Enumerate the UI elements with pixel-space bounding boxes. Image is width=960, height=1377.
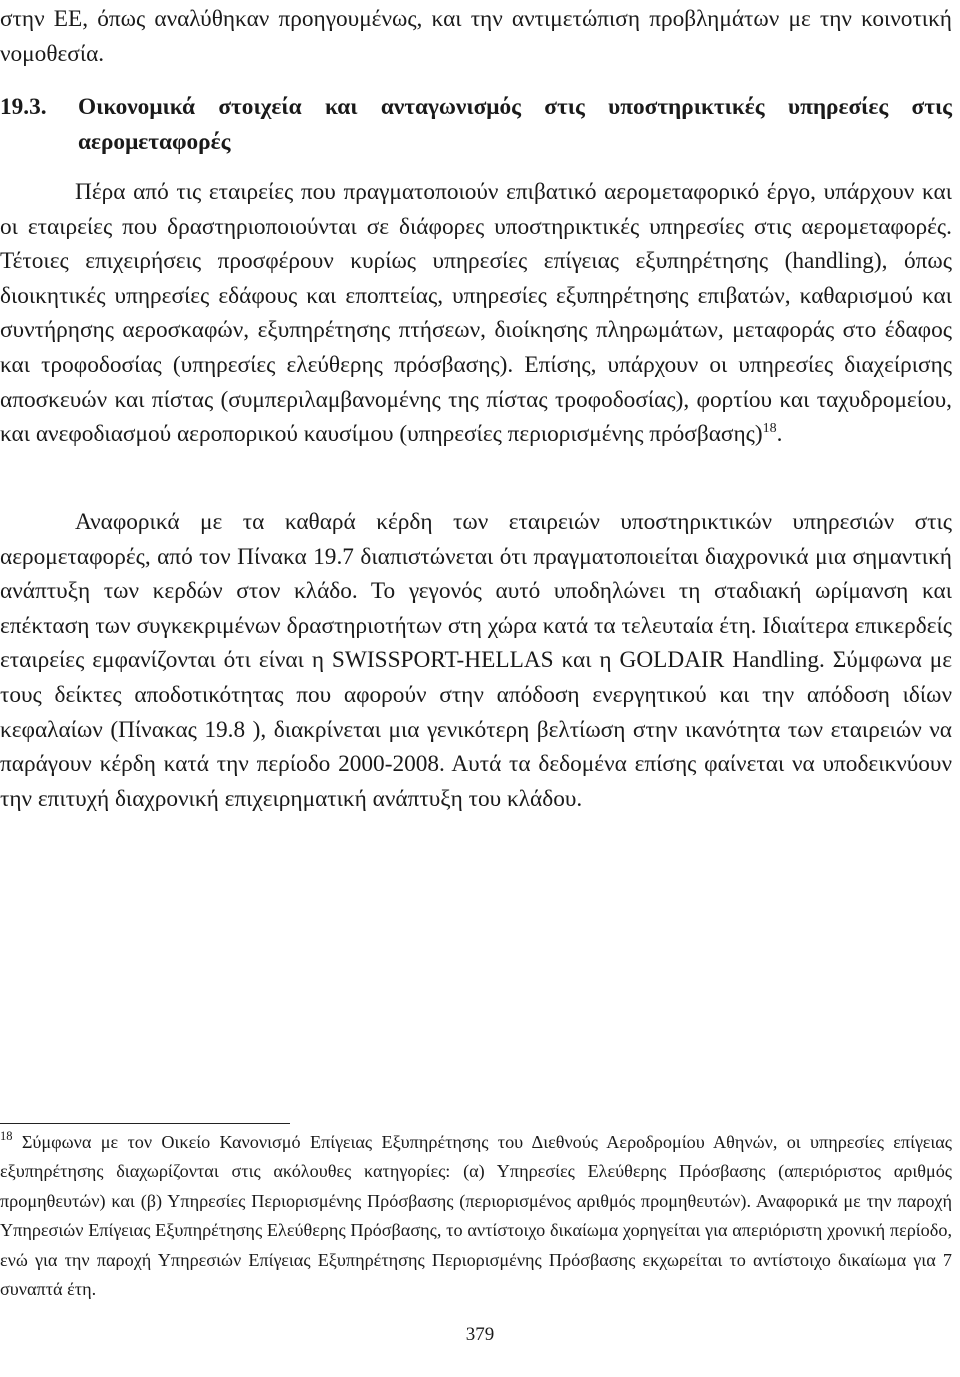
paragraph-1-text: Πέρα από τις εταιρείες που πραγματοποιούν επιβατικό αερομεταφορικό έργο, υπάρχουν και οι εταιρείες που δραστηριοποιούνται σε διάφορες υποστηρικτικές υπηρεσίες στις αερομεταφορές. Τέτοιες επιχειρήσεις προσφέρουν κυρίως υπηρεσίες επίγειας εξυπηρέτησης (handling), όπως διοικητικές υπηρεσίες εδάφους και εποπτείας, υπηρεσίες εξυπηρέτησης επιβατών, καθαρισμού και συντήρησης αεροσκαφών, εξυπηρέτησης πτήσεων, διοίκησης πληρωμάτων, μεταφοράς στο έδαφος και τροφοδοσίας (υπηρεσίες ελεύθερης πρόσβασης). Επίσης, υπάρχουν οι υπηρεσίες διαχείρισης αποσκευών και πίστας (συμπεριλαμβανομένης της πίστας τροφοδοσίας), φορτίου και ταχυδρομείου, και ανεφοδιασμού αεροπορικού καυσίμου (υπηρεσίες περιορισμένης πρόσβασης) bbox=[0, 179, 952, 448]
paragraph-support-services bbox=[0, 175, 952, 452]
paragraph-1-end: . bbox=[776, 421, 783, 448]
section-title: Οικονομικά στοιχεία και ανταγωνισμός στις υποστηρικτικές υπηρεσίες στις αερομεταφορές bbox=[78, 94, 952, 155]
footnote-marker: 18 bbox=[0, 1129, 13, 1143]
footnote-separator bbox=[0, 1123, 290, 1124]
page-number: 379 bbox=[465, 1324, 495, 1345]
section-heading bbox=[0, 90, 952, 159]
footnote bbox=[0, 1128, 952, 1304]
intro-paragraph: στην ΕΕ, όπως αναλύθηκαν προηγουμένως, και την αντιμετώπιση προβλημάτων με την κοινοτική νομοθεσία. bbox=[0, 6, 952, 67]
footnote-text: Σύμφωνα με τον Οικείο Κανονισμό Επίγειας Εξυπηρέτησης του Διεθνούς Αεροδρομίου Αθηνών, οι υπηρεσίες επίγειας εξυπηρέτησης διαχωρίζονται στις ακόλουθες κατηγορίες: (α) Υπηρεσίες Ελεύθερης Πρόσβασης (απεριόριστος αριθμός προμηθευτών) και (β) Υπηρεσίες Περιορισμένης Πρόσβασης (περιορισμένος αριθμός προμηθευτών). Αναφορικά με την παροχή Υπηρεσιών Επίγειας Εξυπηρέτησης Ελεύθερης Πρόσβασης, το αντίστοιχο δικαίωμα χορηγείται για απεριόριστη χρονική περίοδο, ενώ για την παροχή Υπηρεσιών Επίγειας Εξυπηρέτησης Περιορισμένης Πρόσβασης εκχωρείται το αντίστοιχο δικαίωμα για 7 συναπτά έτη. bbox=[0, 1132, 952, 1300]
paragraph-profits: Αναφορικά με τα καθαρά κέρδη των εταιρειών υποστηρικτικών υπηρεσιών στις αερομεταφορές, από τον Πίνακα 19.7 διαπιστώνεται ότι πραγματοποιείται διαχρονικά μια σημαντική ανάπτυξη των κερδών στον κλάδο. Το γεγονός αυτό υποδηλώνει τη σταδιακή ωρίμανση και επέκταση των συγκεκριμένων δραστηριοτήτων στη χώρα κατά τα τελευταία έτη. Ιδιαίτερα επικερδείς εταιρείες εμφανίζονται ότι είναι η SWISSPORT-HELLAS και η GOLDAIR Handling. Σύμφωνα με τους δείκτες αποδοτικότητας που αφορούν στην απόδοση ενεργητικού και την απόδοση ιδίων κεφαλαίων (Πίνακας 19.8 ), διακρίνεται μια γενικότερη βελτίωση στην ικανότητα των εταιρειών να παράγουν κέρδη κατά την περίοδο 2000-2008. Αυτά τα δεδομένα επίσης φαίνεται να υποδεικνύουν την επιτυχή διαχρονική επιχειρηματική ανάπτυξη του κλάδου. bbox=[0, 509, 952, 812]
section-number: 19.3. bbox=[0, 94, 47, 120]
footnote-reference[interactable]: 18 bbox=[762, 421, 777, 437]
